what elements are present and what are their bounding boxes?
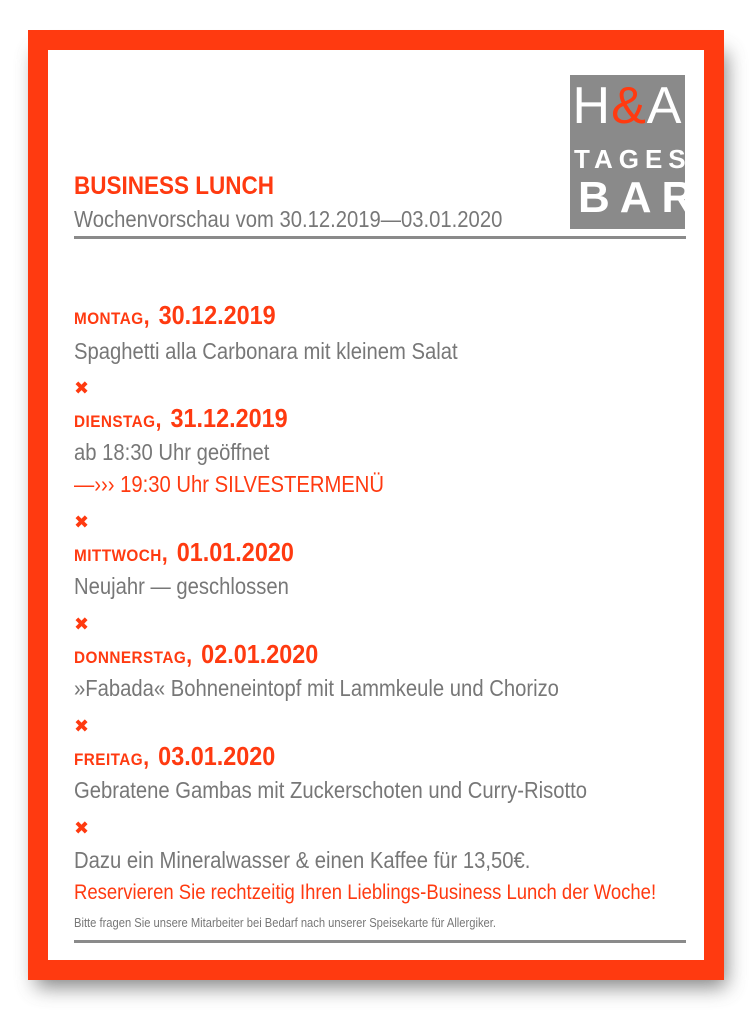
ha-tagesbar-logo xyxy=(570,75,704,229)
dish-thursday: »Fabada« Bohneneintopf mit Lammkeule und Chorizo xyxy=(74,675,559,701)
reservation-note: Reservieren Sie rechtzeitig Ihren Lieblings-Business Lunch der Woche! xyxy=(74,881,657,904)
day-name: DONNERSTAG xyxy=(74,648,187,667)
page-title: BUSINESS LUNCH xyxy=(74,172,275,200)
x-mark-icon: ✖ xyxy=(74,818,90,838)
x-mark-icon: ✖ xyxy=(74,716,90,736)
dish-friday: Gebratene Gambas mit Zuckerschoten und Curry-Risotto xyxy=(74,777,587,803)
allergy-note: Bitte fragen Sie unsere Mitarbeiter bei Bedarf nach unserer Speisekarte für Allergiker. xyxy=(74,915,496,930)
logo-ha: H&A xyxy=(572,77,683,135)
day-heading-thursday: DONNERSTAG, 02.01.2020 xyxy=(74,639,319,669)
header-divider xyxy=(74,236,686,239)
dish-tuesday: ab 18:30 Uhr geöffnet xyxy=(74,439,270,465)
day-name: MONTAG xyxy=(74,309,144,328)
x-mark-icon: ✖ xyxy=(74,614,90,634)
day-date: 30.12.2019 xyxy=(158,300,276,330)
dish-wednesday: Neujahr — geschlossen xyxy=(74,573,289,599)
day-heading-tuesday: DIENSTAG, 31.12.2019 xyxy=(74,403,288,433)
day-date: 31.12.2019 xyxy=(170,403,288,433)
day-name: FREITAG xyxy=(74,750,144,769)
day-date: 03.01.2020 xyxy=(158,741,276,771)
day-heading-monday: MONTAG, 30.12.2019 xyxy=(74,300,276,330)
x-mark-icon: ✖ xyxy=(74,512,90,532)
day-heading-wednesday: MITTWOCH, 01.01.2020 xyxy=(74,537,294,567)
silvester-menu-note: —››› 19:30 Uhr SILVESTERMENÜ xyxy=(74,471,385,497)
price-offer: Dazu ein Mineralwasser & einen Kaffee für 13,50€. xyxy=(74,847,531,873)
day-name: MITTWOCH xyxy=(74,546,162,565)
dish-monday: Spaghetti alla Carbonara mit kleinem Salat xyxy=(74,338,458,364)
footer-divider xyxy=(74,940,686,943)
day-date: 01.01.2020 xyxy=(176,537,294,567)
day-heading-friday: FREITAG, 03.01.2020 xyxy=(74,741,276,771)
logo-bar: BAR xyxy=(578,173,704,222)
week-preview-subtitle: Wochenvorschau vom 30.12.2019—03.01.2020 xyxy=(74,206,503,232)
logo-tages: TAGES xyxy=(574,144,692,174)
day-date: 02.01.2020 xyxy=(201,639,319,669)
day-name: DIENSTAG xyxy=(74,412,156,431)
x-mark-icon: ✖ xyxy=(74,378,90,398)
